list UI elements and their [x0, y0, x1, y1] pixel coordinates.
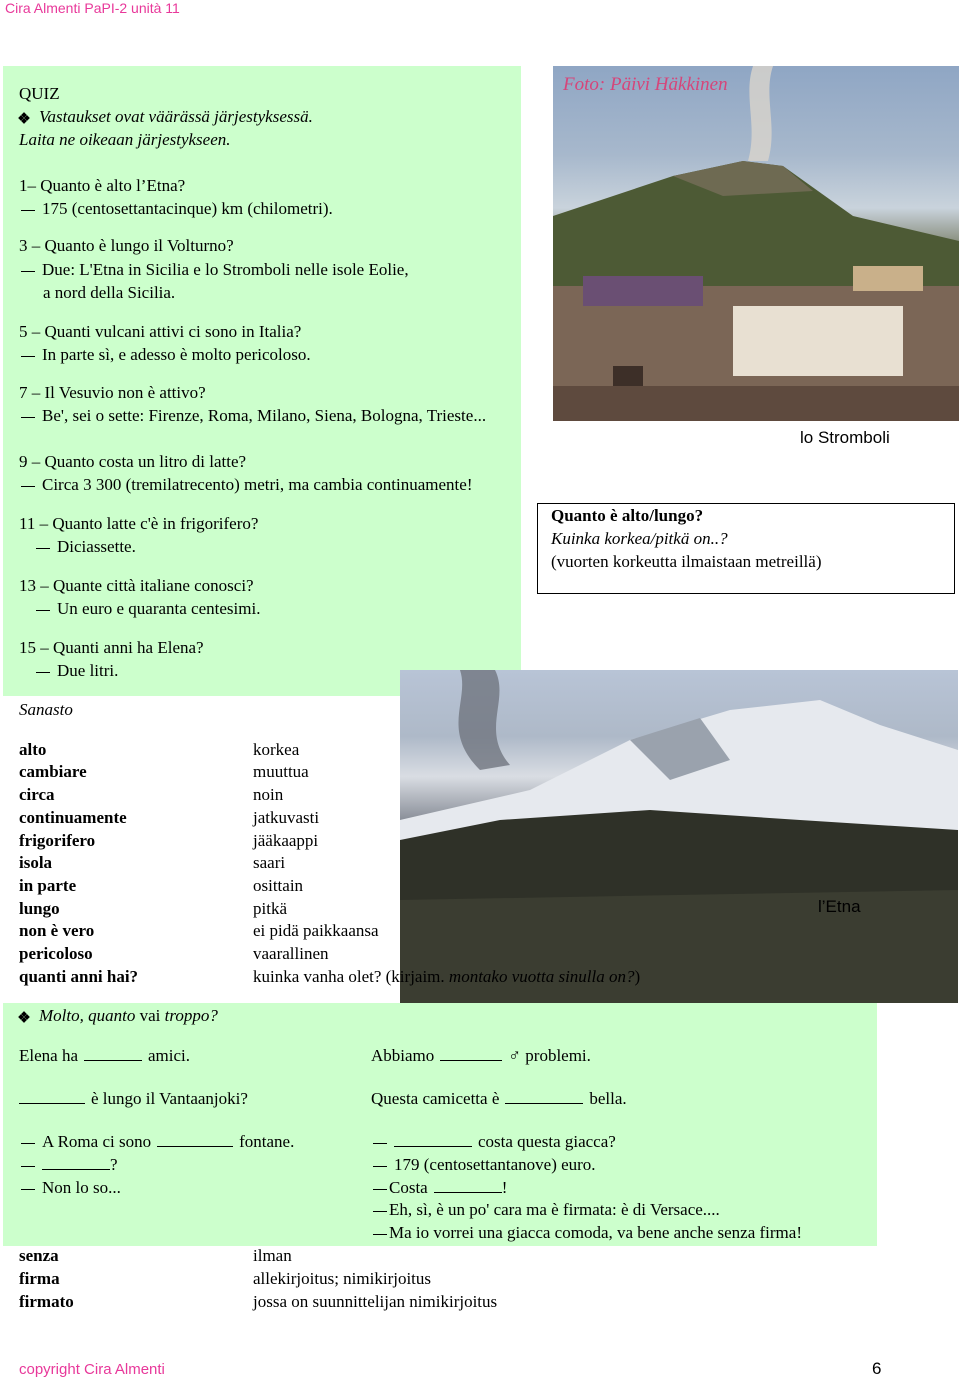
vocab-term: lungo	[19, 899, 60, 918]
vocab-term: alto	[19, 740, 47, 759]
quiz-line: 1– Quanto è alto l’Etna?	[19, 176, 186, 195]
quiz-line: Due: L'Etna in Sicilia e lo Stromboli nelle isole Eolie,	[19, 260, 409, 280]
box-translation: Kuinka korkea/pitkä on..?	[551, 529, 728, 548]
vocab-term: in parte	[19, 876, 77, 895]
vocab-term: quanti anni hai?	[19, 967, 139, 986]
vocab-term: frigorifero	[19, 831, 96, 850]
vocab-translation: noin	[253, 785, 284, 804]
vocab-translation: ilman	[253, 1246, 292, 1265]
quiz-line: 3 – Quanto è lungo il Volturno?	[19, 236, 234, 255]
exercise-title: Molto, quanto vai troppo?	[19, 1006, 218, 1026]
stromboli-photo	[553, 66, 959, 421]
quiz-line: 9 – Quanto costa un litro di latte?	[19, 452, 247, 471]
vocab-term: cambiare	[19, 762, 87, 781]
vocab-translation: jatkuvasti	[253, 808, 320, 827]
exercise-line: Non lo so...	[19, 1178, 121, 1198]
quiz-line: 15 – Quanti anni ha Elena?	[19, 638, 204, 657]
stromboli-illustration	[553, 66, 959, 421]
quiz-line: In parte sì, e adesso è molto pericoloso.	[19, 345, 311, 365]
quiz-line: 5 – Quanti vulcani attivi ci sono in Italia?	[19, 322, 302, 341]
quiz-line: 13 – Quante città italiane conosci?	[19, 576, 254, 595]
vocab-term: senza	[19, 1246, 59, 1265]
exercise-line: è lungo il Vantaanjoki?	[19, 1089, 248, 1109]
diamond-bullet-icon	[19, 113, 29, 123]
answer-blank[interactable]	[394, 1132, 472, 1147]
vocab-translation: jääkaappi	[253, 831, 319, 850]
answer-blank[interactable]	[19, 1089, 85, 1104]
answer-blank[interactable]	[434, 1178, 502, 1193]
box-note: (vuorten korkeutta ilmaistaan metreillä)	[551, 552, 822, 571]
exercise-line: Questa camicetta è bella.	[371, 1089, 627, 1108]
vocab-term: pericoloso	[19, 944, 93, 963]
page-number: 6	[872, 1359, 882, 1378]
answer-blank[interactable]	[42, 1155, 110, 1170]
height-phrase-box	[537, 503, 955, 594]
vocab-term: firmato	[19, 1292, 74, 1311]
quiz-instruction-2: Laita ne oikeaan järjestykseen.	[19, 130, 231, 149]
vocab-translation: jossa on suunnittelijan nimikirjoitus	[253, 1292, 498, 1311]
vocab-term: continuamente	[19, 808, 127, 827]
vocab-translation: korkea	[253, 740, 300, 759]
vocab-term: non è vero	[19, 921, 95, 940]
vocab-translation: ei pidä paikkaansa	[253, 921, 379, 940]
quiz-line: 11 – Quanto latte c'è in frigorifero?	[19, 514, 259, 533]
exercise-line: Elena ha amici.	[19, 1046, 191, 1065]
vocab-translation: pitkä	[253, 899, 287, 918]
exercise-line: A Roma ci sono fontane.	[19, 1132, 294, 1152]
etna-caption: l’Etna	[818, 897, 861, 916]
vocab-term: firma	[19, 1269, 60, 1288]
quiz-instruction-1: Vastaukset ovat väärässä järjestyksessä.	[19, 107, 313, 127]
answer-blank[interactable]	[440, 1046, 502, 1061]
footer-copyright: copyright Cira Almenti	[19, 1361, 165, 1378]
photo-credit: Foto: Päivi Häkkinen	[563, 74, 728, 95]
answer-blank[interactable]	[505, 1089, 583, 1104]
etna-illustration	[400, 670, 958, 1003]
vocab-term: circa	[19, 785, 55, 804]
vocab-term: isola	[19, 853, 53, 872]
exercise-line: Costa !	[371, 1178, 507, 1198]
diamond-bullet-icon	[19, 1012, 29, 1022]
quiz-line: Be', sei o sette: Firenze, Roma, Milano, Siena, Bologna, Trieste...	[19, 406, 486, 426]
vocab-translation: osittain	[253, 876, 304, 895]
quiz-line: Circa 3 300 (tremilatrecento) metri, ma cambia continuamente!	[19, 475, 473, 495]
exercise-line: Abbiamo ♂ problemi.	[371, 1046, 591, 1065]
exercise-line: costa questa giacca?	[371, 1132, 616, 1152]
etna-photo	[400, 670, 958, 1003]
quiz-line: 7 – Il Vesuvio non è attivo?	[19, 383, 206, 402]
answer-blank[interactable]	[157, 1132, 233, 1147]
vocab-translation: vaarallinen	[253, 944, 329, 963]
box-title: Quanto è alto/lungo?	[551, 506, 704, 525]
male-symbol-icon: ♂	[508, 1046, 522, 1065]
quiz-line: Diciassette.	[34, 537, 136, 557]
stromboli-caption: lo Stromboli	[800, 428, 890, 447]
quiz-line: a nord della Sicilia.	[43, 283, 176, 302]
vocab-translation: saari	[253, 853, 286, 872]
quiz-line: Un euro e quaranta centesimi.	[34, 599, 260, 619]
exercise-line: ?	[19, 1155, 118, 1175]
vocab-translation: muuttua	[253, 762, 309, 781]
vocab-translation: allekirjoitus; nimikirjoitus	[253, 1269, 432, 1288]
answer-blank[interactable]	[84, 1046, 142, 1061]
quiz-line: 175 (centosettantacinque) km (chilometri).	[19, 199, 333, 219]
vocabulary-title: Sanasto	[19, 700, 73, 719]
page-header: Cira Almenti PaPI-2 unità 11	[5, 0, 180, 16]
exercise-line: Eh, sì, è un po' cara ma è firmata: è di Versace....	[371, 1200, 720, 1220]
exercise-line: Ma io vorrei una giacca comoda, va bene anche senza firma!	[371, 1223, 802, 1243]
quiz-title: QUIZ	[19, 84, 60, 103]
exercise-line: 179 (centosettantanove) euro.	[371, 1155, 596, 1175]
vocab-translation: kuinka vanha olet? (kirjaim. montako vuotta sinulla on?)	[253, 967, 641, 986]
quiz-line: Due litri.	[34, 661, 118, 681]
